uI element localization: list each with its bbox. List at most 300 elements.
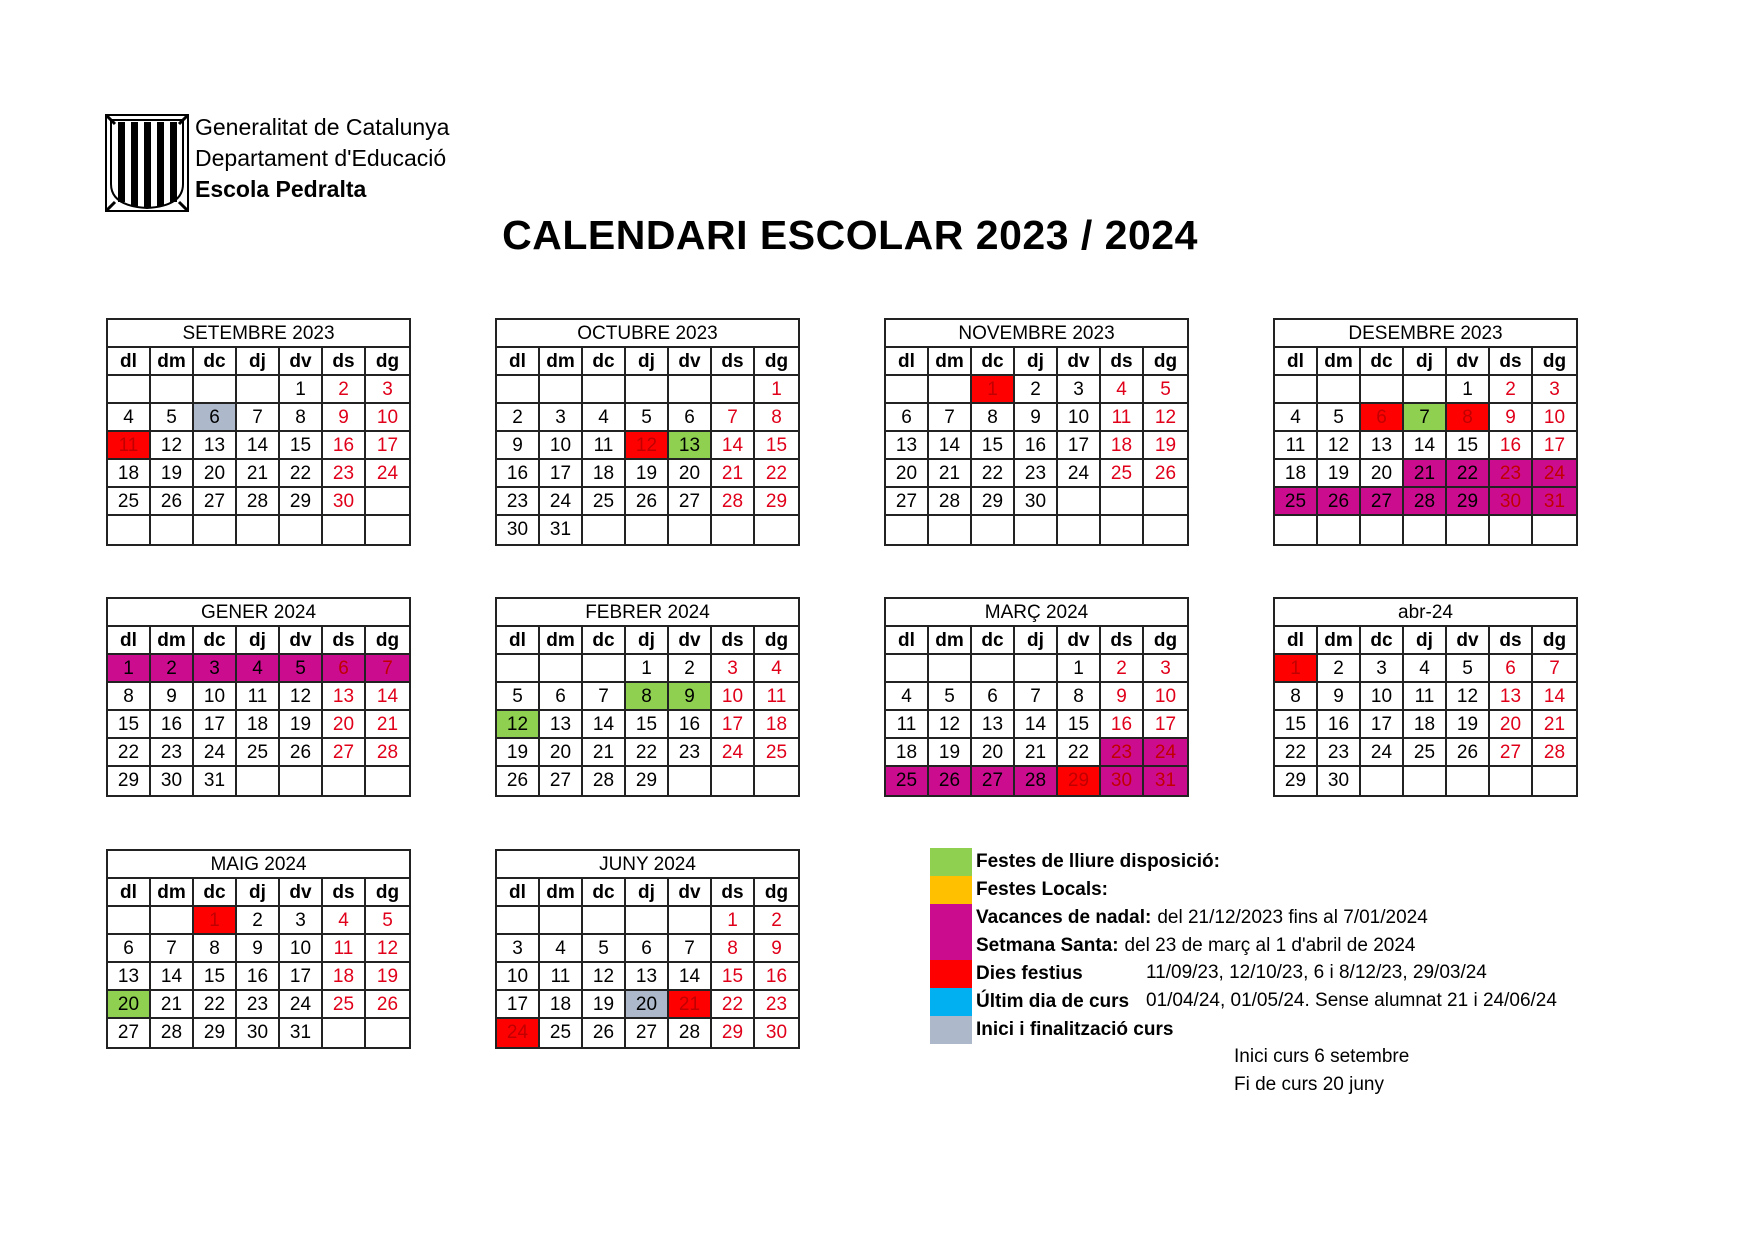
day-cell: 24 bbox=[712, 739, 755, 767]
weekday-header: dc bbox=[1361, 627, 1404, 655]
day-cell: 17 bbox=[1058, 432, 1101, 460]
weekday-header: dm bbox=[540, 627, 583, 655]
day-cell: 19 bbox=[626, 460, 669, 488]
weekday-header: dj bbox=[237, 348, 280, 376]
empty-cell bbox=[237, 516, 280, 544]
day-cell: 15 bbox=[755, 432, 798, 460]
month-title: abr-24 bbox=[1275, 599, 1576, 627]
day-cell: 26 bbox=[929, 767, 972, 795]
page-title: CALENDARI ESCOLAR 2023 / 2024 bbox=[502, 212, 1198, 258]
day-cell: 27 bbox=[194, 488, 237, 516]
day-cell: 25 bbox=[583, 488, 626, 516]
day-cell: 26 bbox=[366, 991, 409, 1019]
day-cell: 15 bbox=[1275, 711, 1318, 739]
day-cell: 18 bbox=[323, 963, 366, 991]
empty-cell bbox=[583, 655, 626, 683]
day-cell: 23 bbox=[237, 991, 280, 1019]
weekday-header: dg bbox=[755, 348, 798, 376]
weekday-header: dj bbox=[626, 627, 669, 655]
day-cell: 2 bbox=[1318, 655, 1361, 683]
month-octubre bbox=[495, 318, 800, 546]
empty-cell bbox=[540, 907, 583, 935]
day-cell: 6 bbox=[972, 683, 1015, 711]
day-cell: 6 bbox=[194, 404, 237, 432]
school-name: Escola Pedralta bbox=[195, 176, 367, 202]
org-line-departament: Departament d'Educació bbox=[195, 145, 447, 171]
weekday-header: dj bbox=[626, 879, 669, 907]
day-cell: 8 bbox=[972, 404, 1015, 432]
day-cell: 27 bbox=[1361, 488, 1404, 516]
empty-cell bbox=[366, 488, 409, 516]
empty-cell bbox=[194, 376, 237, 404]
empty-cell bbox=[323, 1019, 366, 1047]
day-cell: 10 bbox=[712, 683, 755, 711]
month-febrer bbox=[495, 597, 800, 797]
day-cell: 30 bbox=[151, 767, 194, 795]
weekday-header: dl bbox=[886, 348, 929, 376]
day-cell: 9 bbox=[1318, 683, 1361, 711]
day-cell: 4 bbox=[1404, 655, 1447, 683]
day-cell: 7 bbox=[712, 404, 755, 432]
day-cell: 24 bbox=[280, 991, 323, 1019]
day-cell: 28 bbox=[237, 488, 280, 516]
empty-cell bbox=[669, 767, 712, 795]
day-cell: 30 bbox=[497, 516, 540, 544]
empty-cell bbox=[712, 376, 755, 404]
day-cell: 9 bbox=[1101, 683, 1144, 711]
empty-cell bbox=[1361, 376, 1404, 404]
day-cell: 26 bbox=[1318, 488, 1361, 516]
day-cell: 22 bbox=[755, 460, 798, 488]
day-cell: 27 bbox=[1490, 739, 1533, 767]
day-cell: 10 bbox=[280, 935, 323, 963]
legend-label: Setmana Santa: bbox=[976, 935, 1119, 956]
day-cell: 18 bbox=[886, 739, 929, 767]
day-cell: 11 bbox=[755, 683, 798, 711]
weekday-header: ds bbox=[323, 879, 366, 907]
festius-dates-line2: 01/04/24, 01/05/24. Sense alumnat 21 i 24/06/24 bbox=[1146, 990, 1557, 1011]
day-cell: 12 bbox=[1447, 683, 1490, 711]
month-gener bbox=[106, 597, 411, 797]
day-cell: 3 bbox=[1144, 655, 1187, 683]
empty-cell bbox=[886, 376, 929, 404]
day-cell: 10 bbox=[366, 404, 409, 432]
day-cell: 9 bbox=[755, 935, 798, 963]
day-cell: 8 bbox=[280, 404, 323, 432]
day-cell: 3 bbox=[366, 376, 409, 404]
day-cell: 25 bbox=[1101, 460, 1144, 488]
day-cell: 16 bbox=[669, 711, 712, 739]
month-novembre bbox=[884, 318, 1189, 546]
day-cell: 28 bbox=[1404, 488, 1447, 516]
legend-item bbox=[930, 1016, 1428, 1044]
legend-label: Inici i finalització curs bbox=[976, 1019, 1174, 1040]
day-cell: 9 bbox=[237, 935, 280, 963]
day-cell: 23 bbox=[1101, 739, 1144, 767]
day-cell: 20 bbox=[1490, 711, 1533, 739]
day-cell: 3 bbox=[1058, 376, 1101, 404]
legend-description: del 21/12/2023 fins al 7/01/2024 bbox=[1157, 907, 1428, 928]
day-cell: 22 bbox=[626, 739, 669, 767]
day-cell: 24 bbox=[1361, 739, 1404, 767]
empty-cell bbox=[972, 655, 1015, 683]
day-cell: 12 bbox=[929, 711, 972, 739]
day-cell: 25 bbox=[1275, 488, 1318, 516]
empty-cell bbox=[755, 516, 798, 544]
day-cell: 14 bbox=[366, 683, 409, 711]
day-cell: 28 bbox=[1015, 767, 1058, 795]
day-cell: 12 bbox=[151, 432, 194, 460]
empty-cell bbox=[669, 907, 712, 935]
day-cell: 19 bbox=[497, 739, 540, 767]
day-cell: 28 bbox=[669, 1019, 712, 1047]
day-cell: 19 bbox=[366, 963, 409, 991]
empty-cell bbox=[669, 376, 712, 404]
day-cell: 22 bbox=[972, 460, 1015, 488]
day-cell: 2 bbox=[1015, 376, 1058, 404]
weekday-header: dj bbox=[1015, 348, 1058, 376]
day-cell: 17 bbox=[194, 711, 237, 739]
day-cell: 16 bbox=[1101, 711, 1144, 739]
day-cell: 22 bbox=[1447, 460, 1490, 488]
weekday-header: dc bbox=[583, 879, 626, 907]
weekday-header: dv bbox=[1447, 348, 1490, 376]
day-cell: 23 bbox=[1015, 460, 1058, 488]
empty-cell bbox=[1404, 376, 1447, 404]
day-cell: 1 bbox=[108, 655, 151, 683]
weekday-header: dm bbox=[1318, 348, 1361, 376]
day-cell: 7 bbox=[1404, 404, 1447, 432]
empty-cell bbox=[1404, 516, 1447, 544]
day-cell: 19 bbox=[151, 460, 194, 488]
day-cell: 5 bbox=[583, 935, 626, 963]
weekday-header: dj bbox=[1404, 627, 1447, 655]
day-cell: 13 bbox=[323, 683, 366, 711]
day-cell: 28 bbox=[1533, 739, 1576, 767]
month-title: FEBRER 2024 bbox=[497, 599, 798, 627]
day-cell: 28 bbox=[929, 488, 972, 516]
day-cell: 29 bbox=[972, 488, 1015, 516]
weekday-header: dl bbox=[1275, 348, 1318, 376]
day-cell: 21 bbox=[712, 460, 755, 488]
weekday-header: dl bbox=[108, 879, 151, 907]
empty-cell bbox=[540, 376, 583, 404]
empty-cell bbox=[583, 907, 626, 935]
day-cell: 4 bbox=[1275, 404, 1318, 432]
day-cell: 1 bbox=[280, 376, 323, 404]
weekday-header: dm bbox=[929, 627, 972, 655]
day-cell: 29 bbox=[280, 488, 323, 516]
empty-cell bbox=[1058, 516, 1101, 544]
weekday-header: dv bbox=[280, 627, 323, 655]
day-cell: 20 bbox=[108, 991, 151, 1019]
day-cell: 4 bbox=[755, 655, 798, 683]
empty-cell bbox=[497, 655, 540, 683]
day-cell: 16 bbox=[1318, 711, 1361, 739]
day-cell: 15 bbox=[108, 711, 151, 739]
day-cell: 3 bbox=[194, 655, 237, 683]
empty-cell bbox=[151, 376, 194, 404]
day-cell: 18 bbox=[237, 711, 280, 739]
day-cell: 10 bbox=[1144, 683, 1187, 711]
month-abril bbox=[1273, 597, 1578, 797]
day-cell: 14 bbox=[1404, 432, 1447, 460]
day-cell: 16 bbox=[755, 963, 798, 991]
empty-cell bbox=[151, 907, 194, 935]
day-cell: 21 bbox=[929, 460, 972, 488]
day-cell: 19 bbox=[1447, 711, 1490, 739]
day-cell: 6 bbox=[1490, 655, 1533, 683]
day-cell: 3 bbox=[497, 935, 540, 963]
day-cell: 27 bbox=[540, 767, 583, 795]
weekday-header: ds bbox=[323, 348, 366, 376]
empty-cell bbox=[1144, 516, 1187, 544]
empty-cell bbox=[1404, 767, 1447, 795]
weekday-header: dm bbox=[540, 879, 583, 907]
day-cell: 15 bbox=[1058, 711, 1101, 739]
day-cell: 22 bbox=[1058, 739, 1101, 767]
day-cell: 27 bbox=[108, 1019, 151, 1047]
day-cell: 24 bbox=[1533, 460, 1576, 488]
day-cell: 7 bbox=[1015, 683, 1058, 711]
empty-cell bbox=[1318, 516, 1361, 544]
day-cell: 22 bbox=[108, 739, 151, 767]
weekday-header: dg bbox=[1144, 348, 1187, 376]
day-cell: 24 bbox=[194, 739, 237, 767]
day-cell: 8 bbox=[755, 404, 798, 432]
empty-cell bbox=[366, 516, 409, 544]
day-cell: 30 bbox=[765, 1022, 788, 1043]
day-cell: 7 bbox=[583, 683, 626, 711]
weekday-header: dl bbox=[497, 348, 540, 376]
day-cell: 16 bbox=[1015, 432, 1058, 460]
day-cell: 7 bbox=[669, 935, 712, 963]
day-cell: 24 bbox=[497, 1019, 540, 1047]
day-cell: 18 bbox=[583, 460, 626, 488]
day-cell: 11 bbox=[237, 683, 280, 711]
weekday-header: dl bbox=[497, 627, 540, 655]
weekday-header: dm bbox=[540, 348, 583, 376]
day-cell: 1 bbox=[626, 655, 669, 683]
header bbox=[105, 114, 449, 212]
month-setembre bbox=[106, 318, 411, 546]
empty-cell bbox=[669, 516, 712, 544]
weekday-header: dj bbox=[1404, 348, 1447, 376]
weekday-header: dl bbox=[497, 879, 540, 907]
legend-label: Festes Locals: bbox=[976, 879, 1108, 900]
empty-cell bbox=[583, 376, 626, 404]
day-cell: 5 bbox=[626, 404, 669, 432]
month-title: MARÇ 2024 bbox=[886, 599, 1187, 627]
day-cell: 24 bbox=[1058, 460, 1101, 488]
weekday-header: ds bbox=[1101, 627, 1144, 655]
empty-cell bbox=[1318, 376, 1361, 404]
empty-cell bbox=[1058, 488, 1101, 516]
day-cell: 15 bbox=[972, 432, 1015, 460]
day-cell: 10 bbox=[540, 432, 583, 460]
day-cell: 1 bbox=[972, 376, 1015, 404]
day-cell: 25 bbox=[108, 488, 151, 516]
weekday-header: dg bbox=[755, 879, 798, 907]
day-cell: 8 bbox=[1447, 404, 1490, 432]
day-cell: 19 bbox=[1318, 460, 1361, 488]
day-cell: 5 bbox=[1447, 655, 1490, 683]
day-cell: 8 bbox=[108, 683, 151, 711]
day-cell: 23 bbox=[1490, 460, 1533, 488]
day-cell: 2 bbox=[237, 907, 280, 935]
day-cell: 2 bbox=[755, 907, 798, 935]
empty-cell bbox=[1361, 516, 1404, 544]
day-cell: 21 bbox=[583, 739, 626, 767]
empty-cell bbox=[323, 516, 366, 544]
month-title: DESEMBRE 2023 bbox=[1275, 320, 1576, 348]
day-cell: 14 bbox=[151, 963, 194, 991]
day-cell: 13 bbox=[540, 711, 583, 739]
weekday-header: dv bbox=[280, 879, 323, 907]
weekday-header: dv bbox=[1447, 627, 1490, 655]
day-cell: 30 bbox=[1015, 488, 1058, 516]
legend-item bbox=[930, 932, 1428, 960]
day-cell: 16 bbox=[1490, 432, 1533, 460]
day-cell: 30 bbox=[1490, 488, 1533, 516]
day-cell: 16 bbox=[323, 432, 366, 460]
weekday-header: dg bbox=[755, 627, 798, 655]
day-cell: 13 bbox=[1361, 432, 1404, 460]
empty-cell bbox=[886, 655, 929, 683]
day-cell: 13 bbox=[972, 711, 1015, 739]
day-cell: 23 bbox=[669, 739, 712, 767]
weekday-header: dc bbox=[583, 348, 626, 376]
empty-cell bbox=[1490, 516, 1533, 544]
month-marc bbox=[884, 597, 1189, 797]
day-cell: 14 bbox=[583, 711, 626, 739]
day-cell: 21 bbox=[237, 460, 280, 488]
empty-cell bbox=[712, 767, 755, 795]
month-title: MAIG 2024 bbox=[108, 851, 409, 879]
day-cell: 3 bbox=[1361, 655, 1404, 683]
day-cell: 15 bbox=[626, 711, 669, 739]
day-cell: 2 bbox=[497, 404, 540, 432]
day-cell: 5 bbox=[366, 907, 409, 935]
month-maig bbox=[106, 849, 411, 1049]
legend-swatch bbox=[930, 904, 972, 932]
weekday-header: dc bbox=[1361, 348, 1404, 376]
legend-item bbox=[930, 848, 1428, 876]
day-cell: 2 bbox=[323, 376, 366, 404]
empty-cell bbox=[626, 516, 669, 544]
day-cell: 22 bbox=[1275, 739, 1318, 767]
day-cell: 18 bbox=[755, 711, 798, 739]
day-cell: 27 bbox=[669, 488, 712, 516]
weekday-header: dc bbox=[194, 879, 237, 907]
empty-cell bbox=[1533, 767, 1576, 795]
weekday-header: dl bbox=[1275, 627, 1318, 655]
empty-cell bbox=[1447, 516, 1490, 544]
day-cell: 12 bbox=[280, 683, 323, 711]
weekday-header: dg bbox=[1533, 348, 1576, 376]
day-cell: 1 bbox=[194, 907, 237, 935]
legend-item bbox=[930, 904, 1428, 932]
legend bbox=[930, 848, 1428, 1044]
weekday-header: dl bbox=[108, 348, 151, 376]
day-cell: 3 bbox=[1533, 376, 1576, 404]
day-cell: 19 bbox=[280, 711, 323, 739]
day-cell: 6 bbox=[323, 655, 366, 683]
empty-cell bbox=[755, 767, 798, 795]
day-cell: 11 bbox=[108, 432, 151, 460]
day-cell: 25 bbox=[237, 739, 280, 767]
day-cell: 18 bbox=[108, 460, 151, 488]
empty-cell bbox=[280, 767, 323, 795]
empty-cell bbox=[626, 376, 669, 404]
day-cell: 11 bbox=[886, 711, 929, 739]
day-cell: 29 bbox=[108, 767, 151, 795]
weekday-header: dm bbox=[1318, 627, 1361, 655]
weekday-header: ds bbox=[712, 879, 755, 907]
empty-cell bbox=[194, 516, 237, 544]
day-cell: 31 bbox=[540, 516, 583, 544]
day-cell: 5 bbox=[929, 683, 972, 711]
day-cell: 26 bbox=[1144, 460, 1187, 488]
day-cell: 2 bbox=[1101, 655, 1144, 683]
legend-swatch bbox=[930, 848, 972, 876]
weekday-header: dm bbox=[151, 348, 194, 376]
day-cell: 20 bbox=[972, 739, 1015, 767]
weekday-header: dl bbox=[886, 627, 929, 655]
day-cell: 25 bbox=[755, 739, 798, 767]
empty-cell bbox=[1275, 516, 1318, 544]
generalitat-logo bbox=[105, 114, 189, 212]
empty-cell bbox=[1101, 516, 1144, 544]
day-cell: 17 bbox=[366, 432, 409, 460]
day-cell: 12 bbox=[366, 935, 409, 963]
day-cell: 1 bbox=[712, 907, 755, 935]
day-cell: 6 bbox=[626, 935, 669, 963]
weekday-header: dj bbox=[237, 879, 280, 907]
day-cell: 1 bbox=[1058, 655, 1101, 683]
day-cell: 2 bbox=[1490, 376, 1533, 404]
weekday-header: ds bbox=[1490, 348, 1533, 376]
weekday-header: dj bbox=[626, 348, 669, 376]
empty-cell bbox=[1015, 655, 1058, 683]
day-cell: 17 bbox=[280, 963, 323, 991]
day-cell: 11 bbox=[583, 432, 626, 460]
day-cell: 30 bbox=[323, 488, 366, 516]
day-cell: 13 bbox=[626, 963, 669, 991]
day-cell: 16 bbox=[497, 460, 540, 488]
weekday-header: dg bbox=[366, 348, 409, 376]
day-cell: 24 bbox=[540, 488, 583, 516]
weekday-header: dc bbox=[583, 627, 626, 655]
day-cell: 22 bbox=[194, 991, 237, 1019]
day-cell: 9 bbox=[1490, 404, 1533, 432]
day-cell: 23 bbox=[1318, 739, 1361, 767]
day-cell: 27 bbox=[886, 488, 929, 516]
day-cell: 10 bbox=[1533, 404, 1576, 432]
empty-cell bbox=[237, 376, 280, 404]
day-cell: 17 bbox=[712, 711, 755, 739]
day-cell: 13 bbox=[886, 432, 929, 460]
empty-cell bbox=[108, 376, 151, 404]
empty-cell bbox=[151, 516, 194, 544]
weekday-header: dg bbox=[1533, 627, 1576, 655]
day-cell: 14 bbox=[1015, 711, 1058, 739]
day-cell: 29 bbox=[626, 767, 669, 795]
day-cell: 27 bbox=[626, 1019, 669, 1047]
month-juny bbox=[495, 849, 800, 1049]
day-cell: 14 bbox=[712, 432, 755, 460]
day-cell: 18 bbox=[1404, 711, 1447, 739]
